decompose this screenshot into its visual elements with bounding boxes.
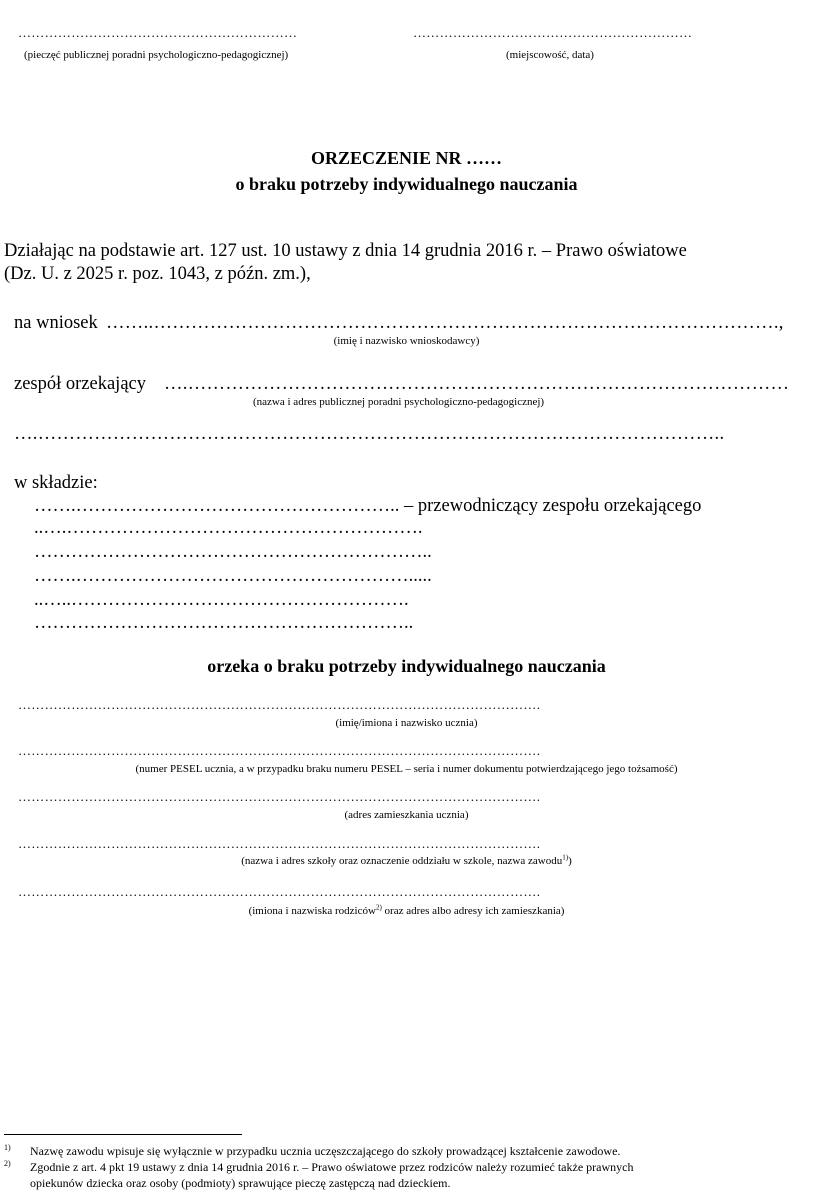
footnote-ref-2: 2)	[375, 903, 382, 912]
stamp-label: (pieczęć publicznej poradni psychologiczno-pedagogicznej)	[24, 49, 289, 61]
pesel-caption: (numer PESEL ucznia, a w przypadku braku numeru PESEL – seria i numer dokumentu potwierdzającego jego tożsamość)	[135, 763, 678, 775]
legal-basis-line1: Działając na podstawie art. 127 ust. 10 ustawy z dnia 14 grudnia 2016 r. – Prawo oświatowe	[4, 241, 687, 261]
composition-label: w składzie:	[14, 473, 98, 493]
school-caption-text: (nazwa i adres szkoły oraz oznaczenie oddziału w szkole, nazwa zawodu	[241, 855, 563, 867]
parents-dots: ……………………………………………………………………………………………………….	[18, 884, 541, 899]
place-date-dots: ………………………………………………………	[413, 25, 693, 40]
footnote-mark-2: 2)	[4, 1159, 11, 1168]
member-line: ..…..……………………………………………….	[34, 590, 409, 610]
footnote-ref-1: 1)	[562, 853, 569, 862]
member-line: ..….………………………………………………….	[34, 518, 423, 538]
address-caption: (adres zamieszkania ucznia)	[344, 809, 469, 821]
student-name-dots: ……………………………………………………………………………………………………….	[18, 697, 541, 712]
school-caption	[0, 855, 813, 867]
address-dots: ……………………………………………………………………………………………………….	[18, 789, 541, 804]
chair-line: …….…………………………………………….. – przewodniczący zespołu orzekającego	[34, 496, 702, 516]
student-name-caption: (imię/imiona i nazwisko ucznia)	[335, 717, 478, 729]
legal-basis-line2: (Dz. U. z 2025 r. poz. 1043, z późn. zm.),	[4, 264, 311, 284]
document-subtitle: o braku potrzeby indywidualnego nauczania	[235, 174, 578, 194]
stamp-dots: ………………………………………………………	[18, 25, 298, 40]
parents-caption-text: (imiona i nazwiska rodziców	[248, 905, 376, 917]
footnote-2-text: Zgodnie z art. 4 pkt 19 ustawy z dnia 14 grudnia 2016 r. – Prawo oświatowe przez rodziców należy rozumieć także prawnych	[30, 1160, 634, 1174]
footnote-mark-1: 1)	[4, 1143, 11, 1152]
member-line: …….……………………………………………….....	[34, 566, 432, 586]
team-dots: ….……………………………………………………………………………………	[164, 374, 790, 394]
parents-caption-end: oraz adres albo adresy ich zamieszkania)	[381, 905, 565, 917]
request-caption: (imię i nazwisko wnioskodawcy)	[333, 335, 480, 347]
footnote-1-text: Nazwę zawodu wpisuje się wyłącznie w przypadku ucznia uczęszczającego do szkoły prowadzącej kształcenie zawodowe.	[30, 1144, 621, 1158]
request-dots: ……..……………………………………………………………………………………….,	[106, 313, 784, 333]
footnote-2-text-line2: opiekunów dziecka oraz osoby (podmioty) sprawujące pieczę zastępczą nad dzieckiem.	[30, 1176, 451, 1190]
team-caption: (nazwa i adres publicznej poradni psychologiczno-pedagogicznej)	[253, 396, 545, 408]
place-date-label: (miejscowość, data)	[506, 49, 594, 61]
document-title: ORZECZENIE NR ……	[310, 148, 503, 168]
member-line: ………………………………………………………..	[34, 542, 432, 562]
team-dots-line2: ….………………………………………………………………………………………………..	[14, 424, 725, 444]
team-label: zespół orzekający	[14, 374, 146, 394]
pesel-dots: ……………………………………………………………………………………………………….	[18, 743, 541, 758]
request-label: na wniosek	[14, 313, 98, 333]
parents-caption	[0, 905, 813, 917]
school-caption-end: )	[568, 855, 572, 867]
member-line: ……………………………………………………..	[34, 613, 414, 633]
school-dots: ……………………………………………………………………………………………………….	[18, 836, 541, 851]
footnote-separator	[4, 1134, 242, 1135]
decision-heading: orzeka o braku potrzeby indywidualnego nauczania	[207, 656, 606, 676]
